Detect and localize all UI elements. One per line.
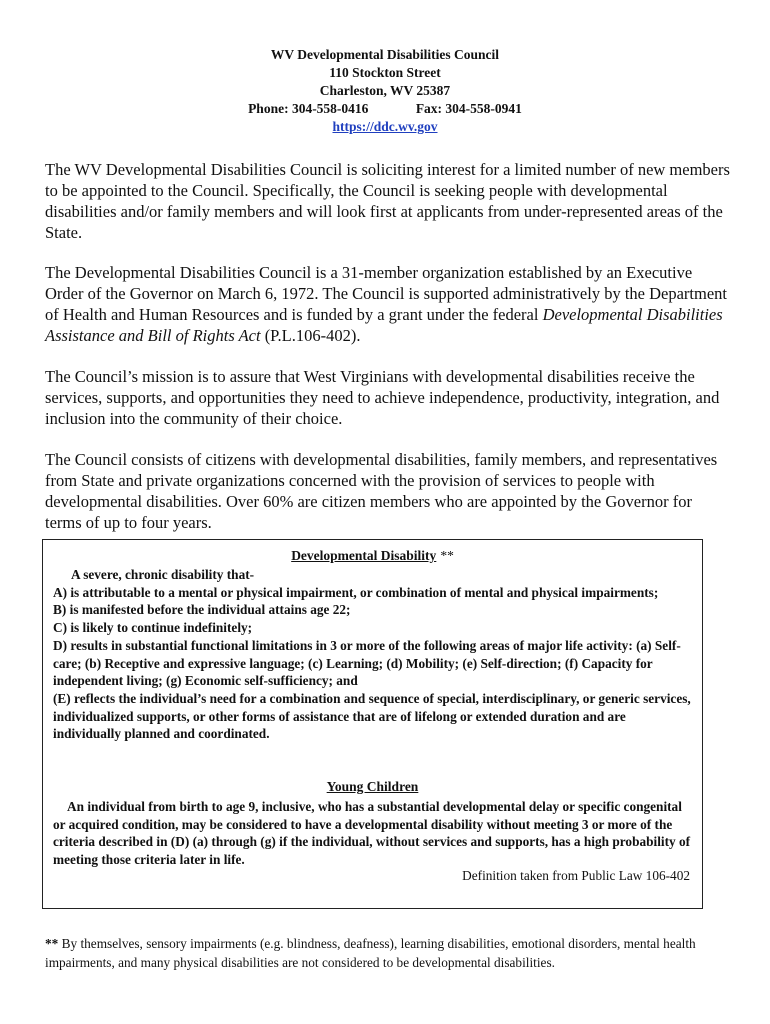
dd-heading — [43, 548, 702, 564]
footnote-marker: ** — [45, 936, 59, 951]
young-children-definition: An individual from birth to age 9, inclusive, who has a substantial developmental delay or specific congenital or acquired condition, may be considered to have a developmental disability without meeting 3 or more of the criteria described in (D) (a) through (g) if the individual, without services and supports, has a high probability of meeting those criteria later in life. — [53, 799, 691, 868]
fax-number: Fax: 304-558-0941 — [415, 101, 522, 116]
dd-criterion-c: C) is likely to continue indefinitely; — [53, 620, 253, 636]
young-children-heading: Young Children — [326, 779, 419, 794]
overview-text: The Developmental Disabilities Council is a 31-member organization established by an Executive Order of the Governor on March 6, 1972. The Council is supported administratively by the Department of Health and Human Resources and is funded by a grant under the federal — [45, 263, 727, 324]
mission-paragraph: The Council’s mission is to assure that West Virginians with developmental disabilities receive the services, supports, and opportunities they need to achieve independence, productivity, integration, and inclusion into the community of their choice. — [45, 367, 720, 428]
contact-row — [0, 100, 770, 118]
definition-source: Definition taken from Public Law 106-402 — [462, 868, 690, 883]
footnote-text: By themselves, sensory impairments (e.g. blindness, deafness), learning disabilities, emotional disorders, mental health impairments, and many physical disabilities are not considered to be developmental disabilities. — [45, 936, 696, 970]
dd-intro: A severe, chronic disability that- — [71, 567, 255, 582]
street-address: 110 Stockton Street — [329, 65, 441, 80]
phone-number: Phone: 304-558-0416 — [248, 101, 369, 116]
definition-box — [42, 539, 703, 909]
dd-criterion-d: D) results in substantial functional limitations in 3 or more of the following areas of major life activity: (a) Self-care; (b) Receptive and expressive language; (c) Learning; (d) Mobility; (e) Self-direction; (f) Capacity for independent living; (g) Economic self-sufficiency; and — [53, 637, 681, 689]
letterhead — [0, 46, 770, 136]
intro-paragraph: The WV Developmental Disabilities Council is soliciting interest for a limited number of new members to be appointed to the Council. Specifically, the Council is seeking people with developmental disabilities and/or family members and will look first at applicants from under-represented areas of the State. — [45, 160, 730, 242]
dd-criterion-e: (E) reflects the individual’s need for a combination and sequence of special, interdisciplinary, or generic services, individualized supports, or other forms of assistance that are of lifelong or extended duration and are individually planned and coordinated. — [53, 690, 691, 742]
footnote — [45, 934, 725, 972]
public-law-ref: (P.L.106-402). — [260, 326, 361, 345]
footnote-marker: ** — [440, 548, 454, 563]
council-overview-paragraph — [45, 262, 730, 346]
website-link[interactable]: https://ddc.wv.gov — [332, 119, 438, 134]
membership-paragraph: The Council consists of citizens with developmental disabilities, family members, and representatives from State and private organizations concerned with the provision of services to people with developmental disabilities. Over 60% are citizen members who are appointed by the Governor for terms of up to four years. — [45, 450, 718, 532]
dd-definition — [53, 566, 693, 743]
act-name: Developmental Disabilities Assistance and Bill of Rights Act — [45, 305, 723, 345]
dd-criterion-a: A) is attributable to a mental or physical impairment, or combination of mental and physical impairments; — [53, 584, 659, 600]
dd-criterion-b: B) is manifested before the individual attains age 22; — [53, 602, 351, 618]
city-state-zip: Charleston, WV 25387 — [319, 83, 451, 98]
org-name: WV Developmental Disabilities Council — [270, 47, 500, 62]
dd-title: Developmental Disability — [291, 548, 437, 563]
